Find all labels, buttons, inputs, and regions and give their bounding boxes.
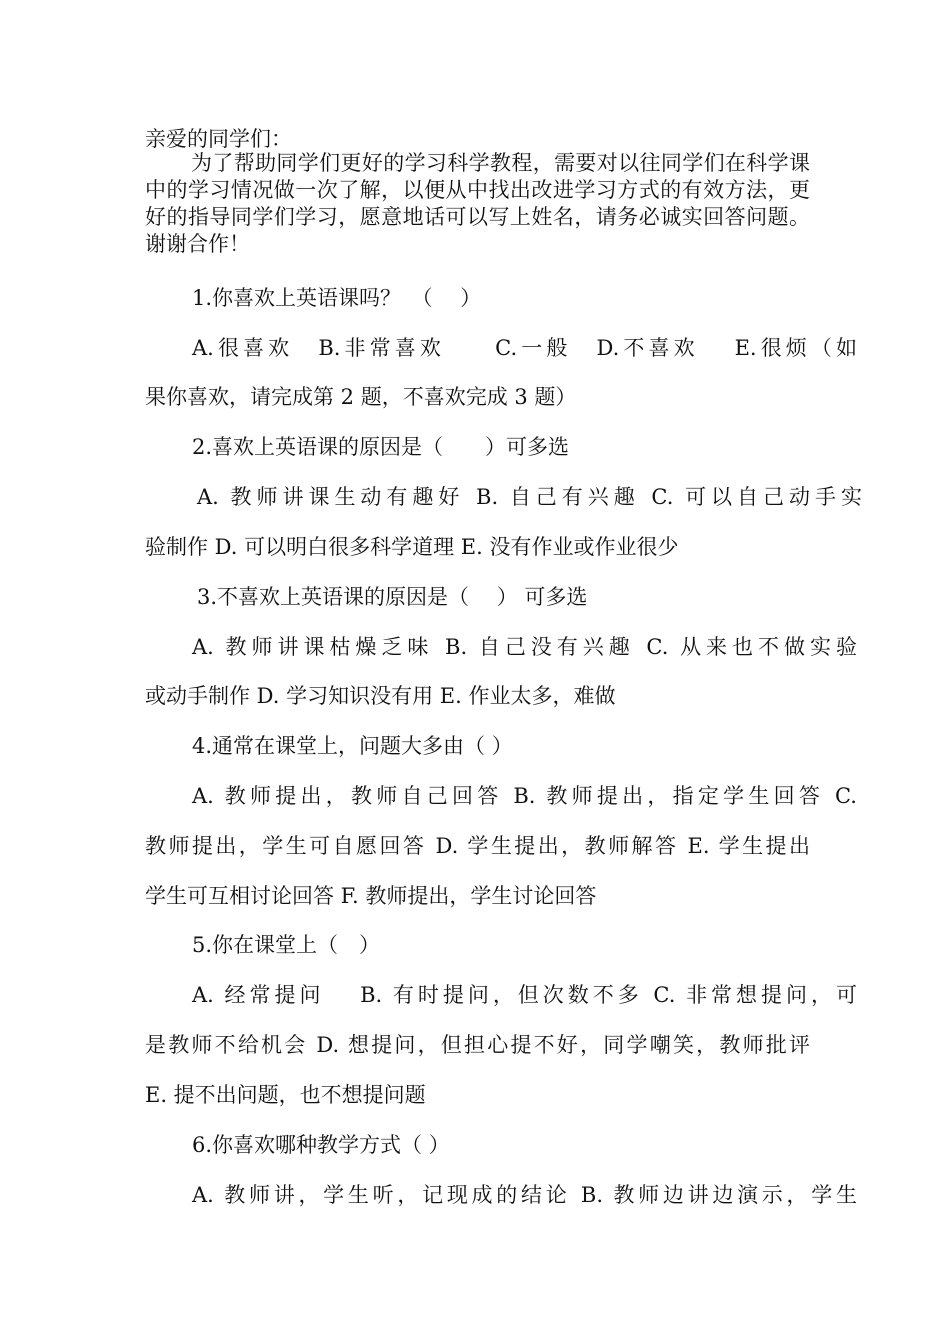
- intro-paragraph: 为了帮助同学们更好的学习科学教程，需要对以往同学们在科学课中的学习情况做一次了解，以便从中找出改进学习方式的有效方法，更好的指导同学们学习，愿意地话可以写上姓名，请务必诚实回答问题。 谢谢合作！: [145, 151, 810, 256]
- question-5-options: A. 经常提问 B. 有时提问，但次数不多 C. 非常想提问，可: [192, 983, 857, 1007]
- question-4: 4.通常在课堂上，问题大多由（ ）: [192, 734, 513, 758]
- question-2-options-cont: 验制作 D. 可以明白很多科学道理 E. 没有作业或作业很少: [145, 535, 679, 559]
- question-4-options-cont: 教师提出，学生可自愿回答 D. 学生提出，教师解答 E. 学生提出: [145, 834, 810, 858]
- question-1: 1.你喜欢上英语课吗？ （ ）: [192, 286, 482, 310]
- greeting: 亲爱的同学们：: [145, 127, 292, 151]
- question-6-options: A. 教师讲，学生听，记现成的结论 B. 教师边讲边演示，学生: [192, 1183, 857, 1207]
- question-3: 3.不喜欢上英语课的原因是（ ） 可多选: [197, 585, 588, 609]
- question-3-options-cont: 或动手制作 D. 学习知识没有用 E. 作业太多，难做: [145, 684, 616, 708]
- question-3-options: A. 教师讲课枯燥乏味 B. 自己没有兴趣 C. 从来也不做实验: [192, 635, 857, 659]
- question-5-options-cont2: E. 提不出问题，也不想提问题: [145, 1083, 426, 1107]
- question-2-options: A. 教师讲课生动有趣好 B. 自己有兴趣 C. 可以自己动手实: [197, 485, 862, 509]
- question-4-options-cont2: 学生可互相讨论回答 F. 教师提出，学生讨论回答: [145, 884, 597, 908]
- question-4-options: A. 教师提出，教师自己回答 B. 教师提出，指定学生回答 C.: [192, 784, 857, 808]
- question-1-options: A.很喜欢 B.非常喜欢 C.一般 D.不喜欢 E.很烦（如: [192, 336, 857, 360]
- question-1-options-cont: 果你喜欢，请完成第 2 题，不喜欢完成 3 题）: [145, 385, 577, 409]
- question-5: 5.你在课堂上（ ）: [192, 933, 381, 957]
- question-5-options-cont: 是教师不给机会 D. 想提问，但担心提不好，同学嘲笑，教师批评: [145, 1033, 810, 1057]
- question-6: 6.你喜欢哪种教学方式（ ）: [192, 1133, 450, 1157]
- question-2: 2.喜欢上英语课的原因是（ ）可多选: [192, 435, 570, 459]
